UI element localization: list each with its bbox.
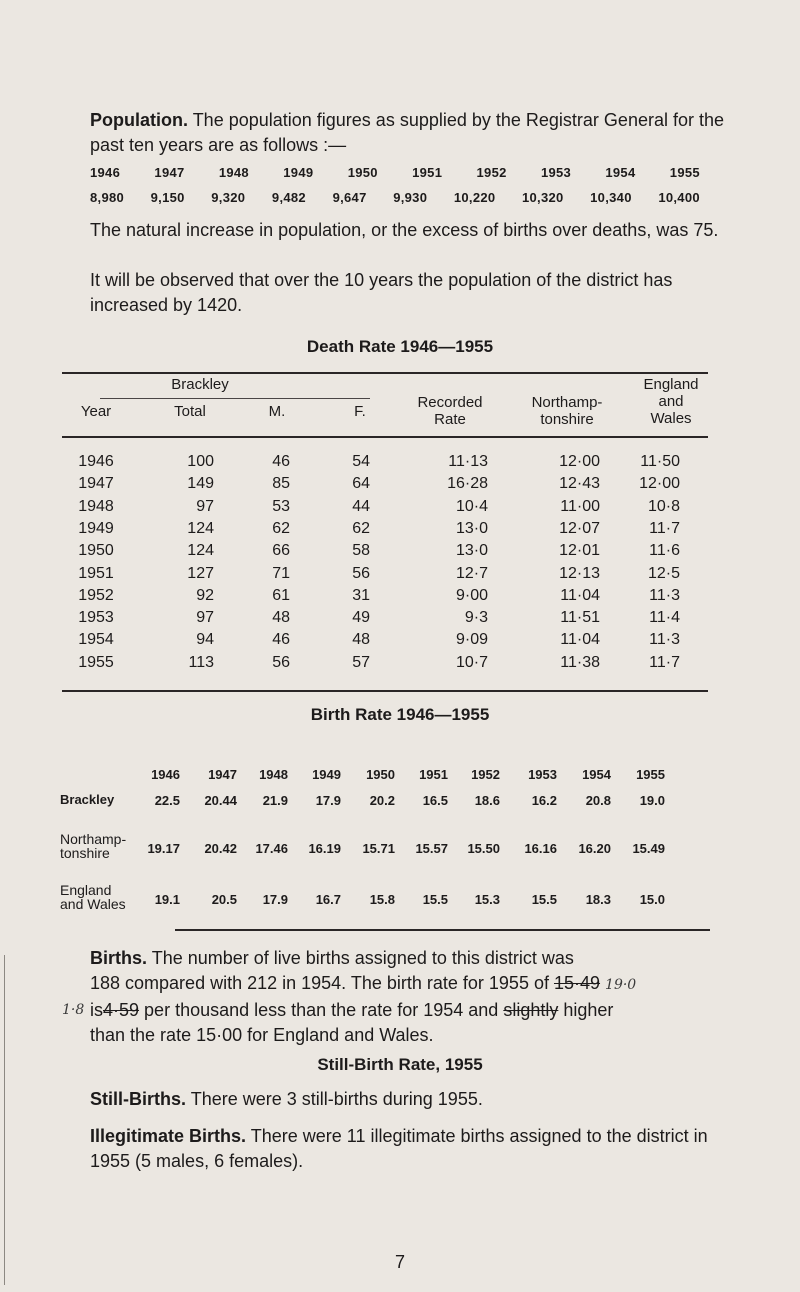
birth-rate-brackley: 20.8 <box>585 793 611 808</box>
population-year: 1953 <box>540 165 572 180</box>
birth-rate-northamptonshire: 19.17 <box>147 841 180 856</box>
population-year: 1948 <box>218 165 249 180</box>
death-total: 124 <box>187 519 214 537</box>
death-males: 62 <box>272 519 290 537</box>
death-total: 113 <box>188 653 214 671</box>
death-males: 46 <box>272 453 290 470</box>
births-lead: Births. <box>90 948 148 968</box>
header-brackley: Brackley <box>171 376 229 393</box>
natural-increase-text: The natural increase in population, or the excess of births over deaths, was 75. <box>90 220 719 240</box>
still-birth-rate-title: Still-Birth Rate, 1955 <box>317 1055 483 1074</box>
death-total: 124 <box>187 542 214 560</box>
still-births-text: There were 3 still-births during 1955. <box>190 1089 483 1109</box>
births-line-4: than the rate 15·00 for England and Wales. <box>90 1025 434 1045</box>
birth-rate-england-wales: 16.7 <box>315 892 341 907</box>
births-line-3-end: higher <box>563 1000 614 1020</box>
population-value: 9,647 <box>332 190 367 205</box>
death-females: 57 <box>352 653 370 671</box>
death-table-top-rule <box>62 372 708 374</box>
population-value: 9,150 <box>150 190 185 205</box>
death-england-wales: 11·7 <box>649 653 680 671</box>
death-recorded-rate: 13·0 <box>455 519 488 537</box>
birth-rate-england-wales: 19.1 <box>154 892 180 907</box>
illegitimate-births-paragraph <box>90 1124 730 1174</box>
population-year: 1950 <box>347 165 378 180</box>
birth-rate-england-wales: 15.5 <box>531 892 557 907</box>
birth-rate-brackley: 20.2 <box>369 793 395 808</box>
header-northants-line-2: tonshire <box>540 411 594 428</box>
header-england-line-1: England <box>643 376 699 393</box>
death-england-wales: 11·6 <box>649 542 680 560</box>
header-total: Total <box>174 403 206 420</box>
illegitimate-births-lead: Illegitimate Births. <box>90 1126 247 1146</box>
death-england-wales: 11·7 <box>649 519 680 537</box>
struck-birth-rate: 15·49 <box>553 973 601 993</box>
death-recorded-rate: 16·28 <box>447 475 488 493</box>
header-year: Year <box>80 403 112 420</box>
death-northamptonshire: 12·01 <box>559 542 600 560</box>
death-males: 66 <box>272 542 290 560</box>
death-northamptonshire: 12·13 <box>559 564 600 582</box>
birth-rate-title: Birth Rate 1946—1955 <box>310 705 490 724</box>
death-year: 1952 <box>78 586 114 604</box>
birth-table-bottom-rule <box>175 929 710 931</box>
population-year: 1946 <box>90 165 121 180</box>
death-table-bottom-rule <box>62 690 708 692</box>
death-year: 1948 <box>78 497 114 515</box>
death-recorded-rate: 9·3 <box>464 609 488 627</box>
struck-rate-difference: 4·59 <box>103 1000 140 1020</box>
header-rate-line: Rate <box>434 411 466 428</box>
death-females: 64 <box>352 475 370 493</box>
death-england-wales: 11·3 <box>649 586 680 604</box>
death-total: 100 <box>187 453 214 470</box>
death-northamptonshire: 12·07 <box>559 519 600 537</box>
birth-year-header: 1954 <box>582 767 611 782</box>
death-year: 1955 <box>78 653 114 671</box>
death-northamptonshire: 12·43 <box>559 475 600 493</box>
brackley-header-rule <box>100 398 370 399</box>
handwritten-birth-rate: 19·0 <box>605 977 637 993</box>
death-northamptonshire: 11·00 <box>560 497 600 515</box>
birth-rate-england-wales: 18.3 <box>585 892 611 907</box>
struck-word: slightly <box>503 1000 559 1020</box>
birth-rate-brackley: 21.9 <box>262 793 288 808</box>
death-females: 58 <box>352 542 370 560</box>
death-females: 44 <box>352 497 370 515</box>
death-recorded-rate: 10·4 <box>455 497 488 515</box>
population-value: 9,482 <box>271 190 306 205</box>
birth-year-header: 1950 <box>366 767 395 782</box>
births-line-3-text: per thousand less than the rate for 1954 and <box>144 1000 499 1020</box>
population-values-row <box>90 190 700 205</box>
death-males: 53 <box>272 497 290 515</box>
population-year: 1951 <box>412 165 443 180</box>
birth-rate-northamptonshire: 20.42 <box>204 841 237 856</box>
birth-rate-northamptonshire: 15.57 <box>415 841 448 856</box>
birth-year-header: 1946 <box>151 767 180 782</box>
birth-rate-england-wales: 15.3 <box>474 892 500 907</box>
death-northamptonshire: 11·04 <box>560 631 600 649</box>
births-line-2 <box>90 971 740 998</box>
death-recorded-rate: 10·7 <box>455 653 488 671</box>
birth-year-header: 1947 <box>208 767 237 782</box>
birth-rate-england-wales: 15.0 <box>639 892 665 907</box>
population-year: 1947 <box>154 165 185 180</box>
death-england-wales: 12·5 <box>647 564 680 582</box>
death-england-wales: 11·3 <box>649 631 680 649</box>
population-value: 10,220 <box>453 190 496 205</box>
header-northamptonshire <box>512 394 622 428</box>
still-births-paragraph <box>90 1087 730 1112</box>
population-value: 9,320 <box>211 190 246 205</box>
handwritten-rate-difference: 1·8 <box>62 1002 85 1018</box>
birth-rate-brackley: 20.44 <box>204 793 237 808</box>
birth-year-header: 1948 <box>259 767 288 782</box>
birth-rate-brackley: 16.2 <box>531 793 557 808</box>
death-year: 1947 <box>78 475 114 493</box>
birth-rate-northamptonshire: 15.71 <box>362 841 395 856</box>
birth-row-label-northamptonshire <box>60 832 126 860</box>
population-text: The population figures as supplied by the Registrar General for the past ten years are as follows :— <box>90 110 724 155</box>
births-line-2-text: 188 compared with 212 in 1954. The birth rate for 1955 of <box>90 973 549 993</box>
page-number: 7 <box>394 1252 405 1272</box>
still-births-lead: Still-Births. <box>90 1089 187 1109</box>
births-paragraph <box>62 946 740 1048</box>
population-year: 1949 <box>283 165 314 180</box>
header-england-line-3: Wales <box>650 410 692 427</box>
population-year: 1954 <box>605 165 636 180</box>
header-males: M. <box>268 403 286 420</box>
birth-rate-brackley: 16.5 <box>422 793 448 808</box>
margin-scan-line <box>4 955 5 1285</box>
death-males: 85 <box>272 475 290 493</box>
england-label-line-1: England <box>60 882 112 898</box>
death-recorded-rate: 11·13 <box>448 453 488 470</box>
death-males: 61 <box>272 586 290 604</box>
death-recorded-rate: 13·0 <box>455 542 488 560</box>
death-females: 48 <box>352 631 370 649</box>
population-years-row <box>90 165 700 180</box>
population-value: 8,980 <box>90 190 125 205</box>
birth-row-label-brackley: Brackley <box>60 792 115 807</box>
death-england-wales: 11·50 <box>640 453 680 470</box>
death-females: 62 <box>352 519 370 537</box>
population-value: 10,340 <box>590 190 632 205</box>
birth-rate-brackley: 18.6 <box>474 793 500 808</box>
death-total: 97 <box>196 609 214 627</box>
death-females: 31 <box>352 586 370 604</box>
death-england-wales: 10·8 <box>647 497 680 515</box>
birth-rate-northamptonshire: 16.16 <box>524 841 557 856</box>
header-northants-line-1: Northamp- <box>531 394 603 411</box>
death-recorded-rate: 9·00 <box>455 586 488 604</box>
birth-rate-brackley: 19.0 <box>639 793 665 808</box>
population-value: 9,930 <box>393 190 428 205</box>
birth-year-header: 1952 <box>471 767 500 782</box>
population-value: 10,400 <box>658 190 700 205</box>
population-year: 1952 <box>476 165 507 180</box>
birth-rate-northamptonshire: 16.20 <box>578 841 611 856</box>
death-northamptonshire: 12·00 <box>559 453 600 470</box>
death-england-wales: 12·00 <box>639 475 680 493</box>
header-recorded-line: Recorded <box>417 394 483 411</box>
death-males: 71 <box>272 564 290 582</box>
northants-label-line-2: tonshire <box>60 845 110 861</box>
birth-row-label-england-wales <box>60 883 126 911</box>
births-line-1 <box>90 946 740 971</box>
england-label-line-2: and Wales <box>60 896 126 912</box>
birth-rate-england-wales: 20.5 <box>211 892 237 907</box>
death-year: 1954 <box>78 631 114 649</box>
header-females: F. <box>354 403 366 420</box>
death-rate-title: Death Rate 1946—1955 <box>306 337 494 356</box>
birth-year-header: 1951 <box>419 767 448 782</box>
births-line-1-text: The number of live births assigned to this district was <box>151 948 574 968</box>
death-males: 46 <box>272 631 290 649</box>
birth-rate-northamptonshire: 15.49 <box>632 841 665 856</box>
birth-year-header: 1949 <box>312 767 341 782</box>
death-table-header-rule <box>62 436 708 438</box>
births-line-3 <box>62 998 740 1023</box>
death-recorded-rate: 9·09 <box>455 631 488 649</box>
death-northamptonshire: 11·51 <box>560 609 600 627</box>
birth-year-header: 1955 <box>636 767 665 782</box>
death-england-wales: 11·4 <box>649 609 680 627</box>
birth-rate-england-wales: 15.5 <box>422 892 448 907</box>
population-value: 10,320 <box>522 190 564 205</box>
death-year: 1951 <box>78 564 114 582</box>
birth-rate-northamptonshire: 16.19 <box>308 841 341 856</box>
header-england-wales <box>626 376 716 427</box>
birth-year-header: 1953 <box>528 767 557 782</box>
births-line-3-is: is <box>90 1000 103 1020</box>
death-females: 54 <box>352 453 370 470</box>
death-year: 1946 <box>78 453 114 470</box>
northants-label-line-1: Northamp- <box>60 831 127 847</box>
death-females: 49 <box>352 609 370 627</box>
death-total: 127 <box>187 564 214 582</box>
illegitimate-births-text: There were 11 illegitimate births assigned to the district in 1955 (5 males, 6 females). <box>90 1126 708 1171</box>
death-males: 48 <box>272 609 290 627</box>
birth-rate-england-wales: 15.8 <box>369 892 395 907</box>
birth-rate-northamptonshire: 15.50 <box>467 841 500 856</box>
population-lead: Population. <box>90 110 188 130</box>
death-year: 1953 <box>78 609 114 627</box>
population-year: 1955 <box>669 165 700 180</box>
birth-rate-brackley: 22.5 <box>154 793 180 808</box>
birth-rate-brackley: 17.9 <box>315 793 341 808</box>
birth-rate-england-wales: 17.9 <box>262 892 288 907</box>
death-year: 1950 <box>78 542 114 560</box>
header-recorded-rate <box>400 394 500 428</box>
death-recorded-rate: 12·7 <box>455 564 488 582</box>
death-females: 56 <box>352 564 370 582</box>
death-northamptonshire: 11·04 <box>560 586 600 604</box>
death-total: 97 <box>196 497 214 515</box>
death-total: 92 <box>196 586 214 604</box>
population-paragraph <box>90 108 730 158</box>
birth-rate-northamptonshire: 17.46 <box>255 841 288 856</box>
header-england-line-2: and <box>658 393 684 410</box>
death-northamptonshire: 11·38 <box>560 653 600 671</box>
death-year: 1949 <box>78 519 114 537</box>
population-increase-text: It will be observed that over the 10 years the population of the district has increased by 1420. <box>90 270 673 315</box>
death-total: 94 <box>196 631 214 649</box>
death-males: 56 <box>272 653 290 671</box>
death-total: 149 <box>187 475 214 493</box>
